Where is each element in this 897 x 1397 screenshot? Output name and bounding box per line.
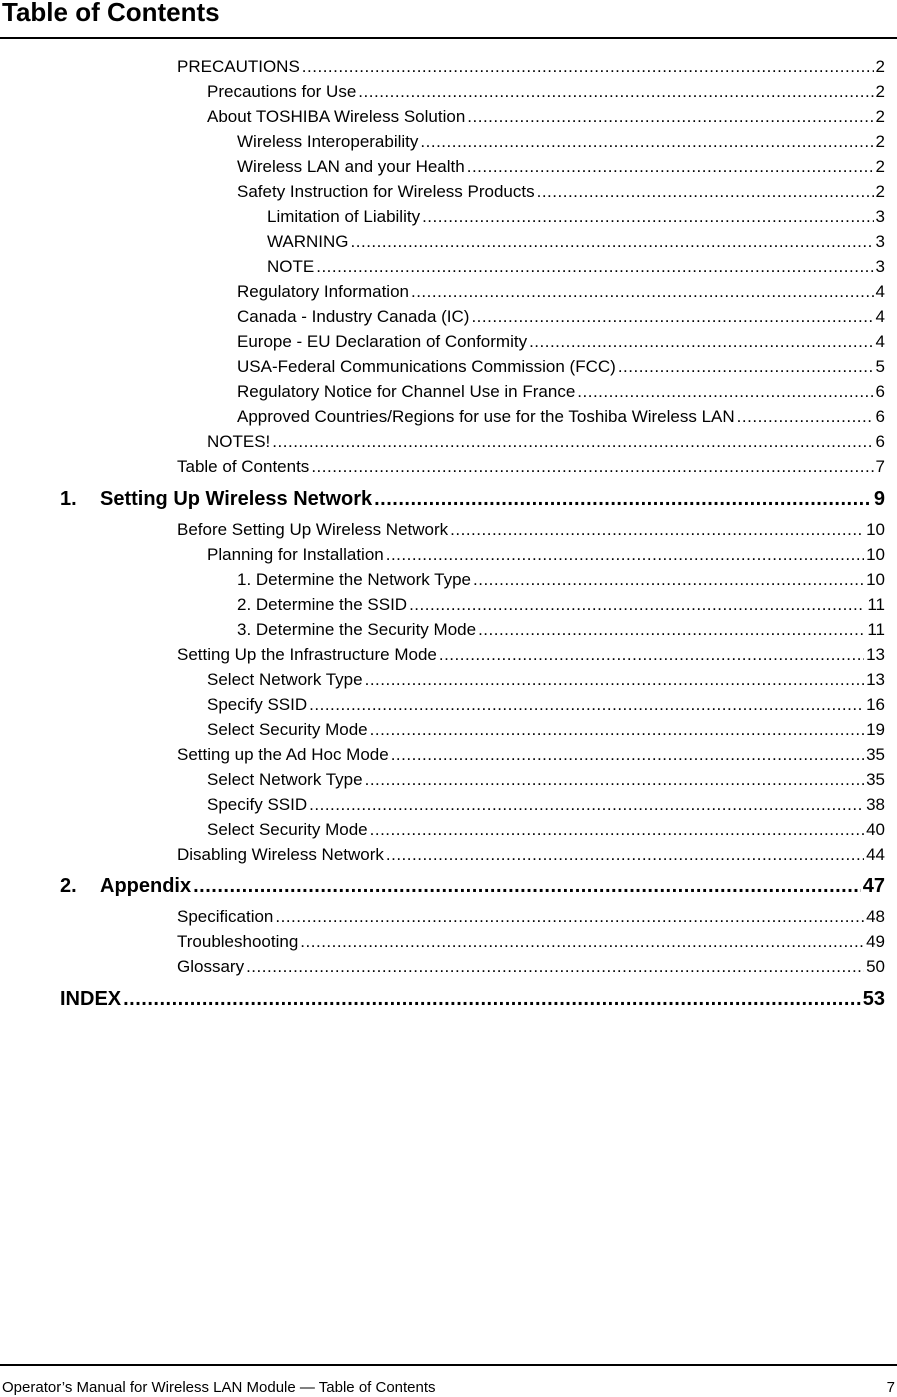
toc-entry-text: Canada - Industry Canada (IC) — [237, 307, 470, 326]
toc-leader-dots — [246, 955, 864, 979]
toc-page-number: 44 — [866, 845, 885, 864]
toc-entry-text: About TOSHIBA Wireless Solution — [207, 107, 466, 126]
toc-page-number: 48 — [866, 907, 885, 926]
toc-entry-text: Wireless Interoperability — [237, 132, 419, 151]
toc-entry-title — [237, 568, 471, 592]
toc-chapter-entry[interactable] — [60, 984, 885, 1014]
toc-page-number: 38 — [866, 795, 885, 814]
toc-entry-text: Specify SSID — [207, 795, 308, 814]
toc-page-number: 35 — [866, 770, 885, 789]
toc-entry-title — [237, 305, 469, 329]
toc-leader-dots — [618, 355, 874, 379]
toc-entry[interactable] — [207, 668, 885, 692]
toc-leader-dots — [422, 205, 873, 229]
toc-leader-dots — [309, 793, 864, 817]
toc-page-number: 2 — [875, 57, 885, 76]
toc-entry-title — [177, 843, 384, 867]
toc-entry-title — [207, 668, 363, 692]
toc-entry-text: Select Network Type — [207, 770, 363, 789]
toc-entry[interactable] — [177, 743, 885, 767]
toc-leader-dots — [529, 330, 873, 354]
toc-page-number: 6 — [875, 382, 885, 401]
toc-page-number: 5 — [875, 357, 885, 376]
toc-leader-dots — [311, 455, 873, 479]
toc-page-number: 35 — [866, 745, 885, 764]
toc-leader-dots — [351, 230, 874, 254]
toc-entry-text: Approved Countries/Regions for use for the Toshiba Wireless LAN — [237, 407, 735, 426]
toc-page-number: 53 — [862, 988, 885, 1010]
toc-entry-title — [207, 430, 270, 454]
toc-entry[interactable] — [207, 818, 885, 842]
toc-entry-title — [237, 618, 476, 642]
toc-entry-title — [177, 930, 298, 954]
toc-leader-dots — [386, 843, 864, 867]
toc-entry-text: PRECAUTIONS — [177, 57, 300, 76]
toc-entry-title — [207, 793, 307, 817]
toc-entry[interactable] — [237, 380, 885, 404]
toc-entry[interactable] — [177, 643, 885, 667]
toc-entry[interactable] — [177, 843, 885, 867]
toc-entry-title — [177, 643, 437, 667]
toc-entry-text: Wireless LAN and your Health — [237, 157, 465, 176]
toc-leader-dots — [365, 768, 864, 792]
toc-leader-dots — [123, 984, 861, 1014]
toc-entry-title — [207, 718, 368, 742]
toc-entry-text: 3. Determine the Security Mode — [237, 620, 477, 639]
toc-entry[interactable] — [177, 955, 885, 979]
toc-entry-title — [177, 455, 309, 479]
toc-entry-title — [60, 484, 372, 514]
toc-entry-title — [237, 330, 527, 354]
toc-entry-title — [60, 984, 121, 1014]
footer-page-number: 7 — [886, 1379, 895, 1396]
toc-entry-text: Troubleshooting — [177, 932, 299, 951]
toc-entry-title — [207, 80, 356, 104]
toc-entry-text: USA-Federal Communications Commission (FCC) — [237, 357, 616, 376]
toc-entry[interactable] — [207, 543, 885, 567]
toc-page-number: 10 — [866, 520, 885, 539]
toc-page-number: 2 — [875, 157, 885, 176]
toc-leader-dots — [478, 618, 865, 642]
toc-page-number: 50 — [866, 957, 885, 976]
toc-leader-dots — [471, 305, 873, 329]
toc-page-number: 6 — [875, 407, 885, 426]
toc-entry[interactable] — [237, 355, 885, 379]
toc-page-number: 13 — [866, 645, 885, 664]
toc-leader-dots — [409, 593, 865, 617]
toc-leader-dots — [473, 568, 864, 592]
toc-entry-title — [177, 905, 273, 929]
toc-leader-dots — [737, 405, 874, 429]
toc-entry[interactable] — [177, 455, 885, 479]
toc-entry-title — [237, 593, 407, 617]
toc-chapter-entry[interactable] — [60, 484, 885, 514]
toc-entry-text: NOTE — [267, 257, 315, 276]
toc-chapter-entry[interactable] — [60, 871, 885, 901]
toc-entry-title — [207, 543, 384, 567]
toc-page-number: 13 — [866, 670, 885, 689]
toc-page-number: 4 — [875, 282, 885, 301]
toc-entry-text: Appendix — [100, 875, 192, 897]
toc-leader-dots — [358, 80, 873, 104]
toc-entry-text: INDEX — [60, 988, 122, 1010]
toc-page-number: 4 — [875, 332, 885, 351]
toc-entry-text: Select Security Mode — [207, 820, 368, 839]
toc-entry-text: Specify SSID — [207, 695, 308, 714]
toc-entry-title — [267, 255, 314, 279]
toc-page-number: 11 — [867, 595, 885, 614]
toc-entry[interactable] — [207, 430, 885, 454]
toc-entry[interactable] — [267, 205, 885, 229]
toc-leader-dots — [537, 180, 874, 204]
toc-entry-text: Glossary — [177, 957, 245, 976]
toc-entry-text: Before Setting Up Wireless Network — [177, 520, 449, 539]
toc-page-number: 2 — [875, 132, 885, 151]
toc-leader-dots — [577, 380, 873, 404]
toc-entry[interactable] — [237, 130, 885, 154]
toc-entry[interactable] — [177, 518, 885, 542]
toc-entry-text: Planning for Installation — [207, 545, 384, 564]
toc-leader-dots — [467, 105, 873, 129]
toc-leader-dots — [420, 130, 873, 154]
toc-page-number: 2 — [875, 107, 885, 126]
toc-entry-text: Setting Up the Infrastructure Mode — [177, 645, 437, 664]
toc-page-number: 16 — [866, 695, 885, 714]
toc-entry-title — [207, 768, 363, 792]
toc-page-number: 4 — [875, 307, 885, 326]
toc-entry-text: 2. Determine the SSID — [237, 595, 408, 614]
toc-entry[interactable] — [237, 618, 885, 642]
toc-entry-title — [207, 693, 307, 717]
toc-page-number: 2 — [875, 182, 885, 201]
toc-entry[interactable] — [207, 793, 885, 817]
toc-entry-title — [177, 55, 300, 79]
toc-leader-dots — [316, 255, 873, 279]
toc-entry-text: Precautions for Use — [207, 82, 357, 101]
toc-entry-title — [237, 380, 575, 404]
toc-leader-dots — [370, 818, 864, 842]
toc-entry[interactable] — [237, 593, 885, 617]
toc-entry-title — [60, 871, 191, 901]
toc-leader-dots — [302, 55, 874, 79]
toc-entry[interactable] — [237, 305, 885, 329]
toc-leader-dots — [386, 543, 864, 567]
toc-entry-text: Disabling Wireless Network — [177, 845, 384, 864]
footer-text: Operator’s Manual for Wireless LAN Module — Table of Contents — [2, 1379, 436, 1396]
toc-leader-dots — [370, 718, 864, 742]
toc-entry[interactable] — [237, 280, 885, 304]
toc-entry[interactable] — [237, 330, 885, 354]
toc-leader-dots — [450, 518, 864, 542]
toc-page-number: 10 — [866, 570, 885, 589]
toc-entry[interactable] — [177, 55, 885, 79]
toc-entry-title — [267, 205, 420, 229]
toc-leader-dots — [300, 930, 864, 954]
toc-entry-title — [237, 155, 465, 179]
toc-entry-title — [177, 518, 448, 542]
toc-leader-dots — [365, 668, 864, 692]
toc-leader-dots — [309, 693, 864, 717]
toc-entry-title — [237, 130, 418, 154]
toc-leader-dots — [391, 743, 864, 767]
toc-entry-text: Europe - EU Declaration of Conformity — [237, 332, 528, 351]
toc-entry-title — [177, 955, 244, 979]
toc-entry[interactable] — [267, 230, 885, 254]
toc-entry[interactable] — [177, 930, 885, 954]
toc-page-number: 3 — [875, 207, 885, 226]
toc-leader-dots — [374, 484, 872, 514]
toc-chapter-number: 1. — [60, 488, 77, 510]
toc-entry-text: Limitation of Liability — [267, 207, 421, 226]
toc-page-number: 6 — [875, 432, 885, 451]
toc-entry[interactable] — [237, 405, 885, 429]
toc-leader-dots — [193, 871, 861, 901]
toc-entry[interactable] — [237, 568, 885, 592]
toc-leader-dots — [275, 905, 864, 929]
toc-entry-text: NOTES! — [207, 432, 271, 451]
title-divider — [0, 37, 897, 39]
toc-entry-text: Regulatory Notice for Channel Use in France — [237, 382, 576, 401]
page-title: Table of Contents — [2, 0, 220, 27]
toc-entry[interactable] — [207, 80, 885, 104]
toc-entry-text: Specification — [177, 907, 274, 926]
toc-chapter-number: 2. — [60, 875, 77, 897]
toc-entry[interactable] — [177, 905, 885, 929]
toc-entry[interactable] — [237, 180, 885, 204]
toc-leader-dots — [439, 643, 864, 667]
toc-entry[interactable] — [207, 693, 885, 717]
toc-entry-title — [237, 280, 409, 304]
toc-entry-text: Setting up the Ad Hoc Mode — [177, 745, 389, 764]
toc-page-number: 2 — [875, 82, 885, 101]
toc-entry-title — [207, 105, 465, 129]
toc-entry-text: Select Security Mode — [207, 720, 368, 739]
footer-divider — [0, 1364, 897, 1366]
toc-entry-text: WARNING — [267, 232, 349, 251]
toc-page-number: 47 — [862, 875, 885, 897]
toc-page-number: 11 — [867, 620, 885, 639]
toc-entry-title — [237, 355, 616, 379]
toc-page-number: 3 — [875, 257, 885, 276]
toc-entry-title — [177, 743, 389, 767]
toc-entry[interactable] — [267, 255, 885, 279]
toc-entry[interactable] — [237, 155, 885, 179]
toc-page-number: 3 — [875, 232, 885, 251]
toc-entry[interactable] — [207, 105, 885, 129]
toc-entry-text: Regulatory Information — [237, 282, 409, 301]
toc-entry-title — [237, 405, 735, 429]
toc-leader-dots — [272, 430, 873, 454]
toc-leader-dots — [411, 280, 874, 304]
toc-entry[interactable] — [207, 718, 885, 742]
toc-entry[interactable] — [207, 768, 885, 792]
toc-page-number: 19 — [866, 720, 885, 739]
toc-entry-text: 1. Determine the Network Type — [237, 570, 472, 589]
toc-page-number: 40 — [866, 820, 885, 839]
toc-page-number: 9 — [873, 488, 885, 510]
toc-entry-title — [237, 180, 535, 204]
toc-entry-text: Table of Contents — [177, 457, 310, 476]
toc-entry-title — [207, 818, 368, 842]
toc-page-number: 10 — [866, 545, 885, 564]
toc-page-number: 7 — [875, 457, 885, 476]
toc-entry-text: Setting Up Wireless Network — [100, 488, 373, 510]
toc-entry-title — [267, 230, 349, 254]
toc-entry-text: Select Network Type — [207, 670, 363, 689]
toc-page-number: 49 — [866, 932, 885, 951]
toc-entry-text: Safety Instruction for Wireless Products — [237, 182, 535, 201]
toc-leader-dots — [467, 155, 874, 179]
